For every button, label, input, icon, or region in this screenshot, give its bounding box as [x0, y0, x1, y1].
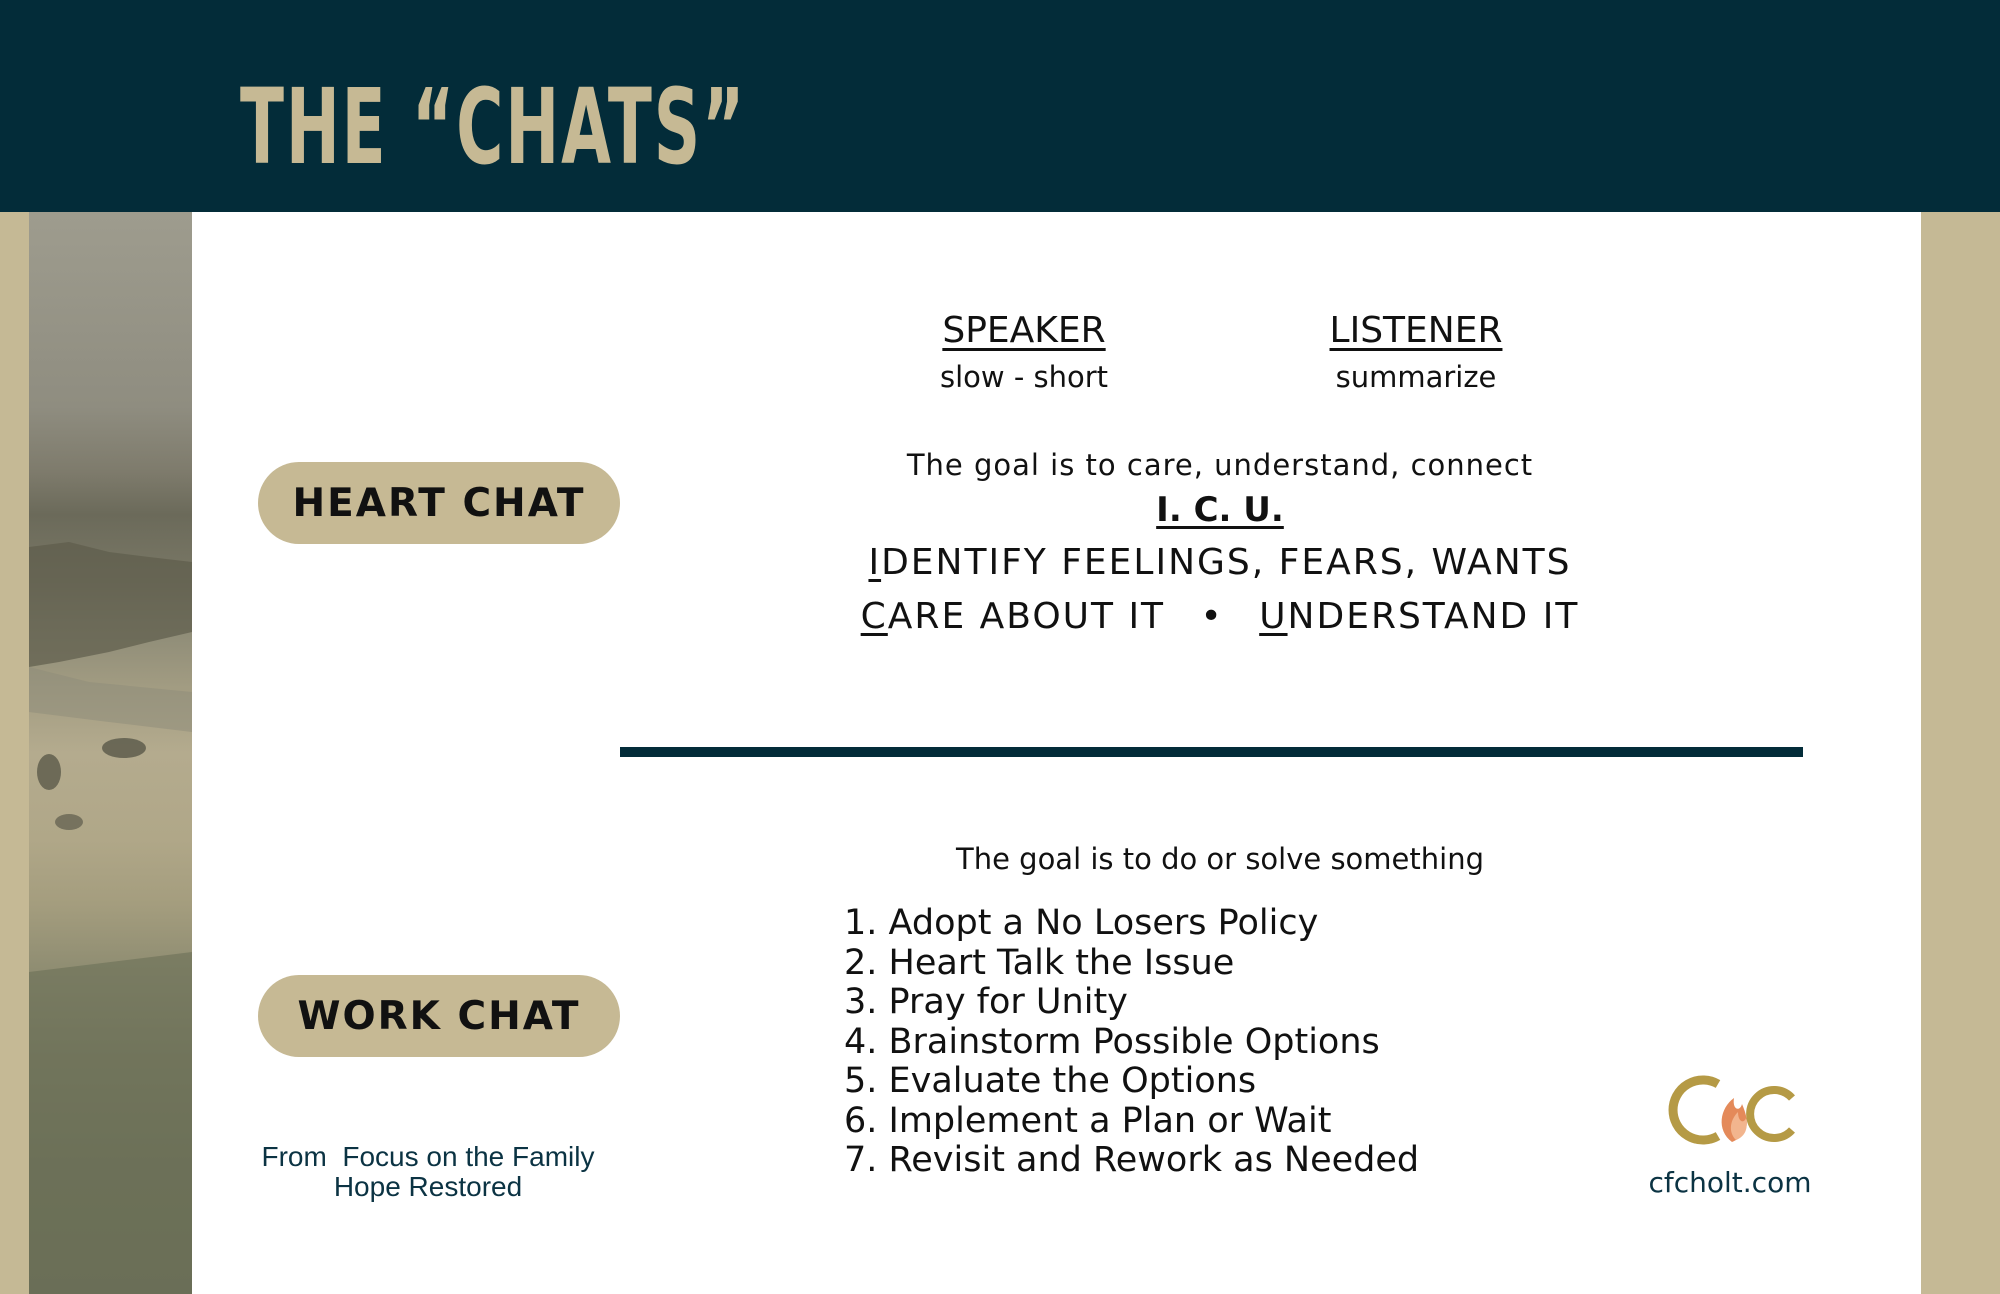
list-item: 4. Brainstorm Possible Options	[844, 1021, 1380, 1062]
understand-initial: U	[1259, 596, 1288, 637]
identify-text: DENTIFY FEELINGS, FEARS, WANTS	[881, 542, 1572, 583]
right-tan-border	[1921, 212, 2000, 1294]
speaker-heading: SPEAKER	[942, 310, 1106, 351]
credit-line-1: From Focus on the Family	[261, 1141, 595, 1172]
list-item: 1. Adopt a No Losers Policy	[844, 903, 1319, 943]
header-bar	[0, 0, 2000, 212]
list-item: 7. Revisit and Rework as Needed	[844, 1140, 1420, 1180]
icu-acronym: I. C. U.	[1156, 490, 1284, 530]
identify-initial: I	[868, 542, 882, 583]
care-initial: C	[860, 596, 888, 637]
care-understand-line	[700, 596, 1740, 637]
heart-chat-goal: The goal is to care, understand, connect	[906, 448, 1534, 482]
work-chat-label: WORK CHAT	[258, 975, 620, 1057]
cfc-logo	[1660, 1060, 1800, 1160]
list-item: 3. Pray for Unity	[844, 982, 1128, 1022]
list-item: 5. Evaluate the Options	[844, 1061, 1257, 1101]
listener-heading: LISTENER	[1329, 310, 1503, 351]
page-title: THE “CHATS”	[240, 66, 747, 188]
speaker-note: slow - short	[939, 360, 1109, 394]
source-credit	[240, 1142, 616, 1202]
work-chat-steps	[844, 904, 1419, 1181]
left-tan-border	[0, 212, 29, 1294]
coastal-photo-strip	[29, 212, 192, 1294]
heart-chat-label: HEART CHAT	[258, 462, 620, 544]
website-link[interactable]: cfcholt.com	[1648, 1166, 1812, 1199]
work-chat-goal: The goal is to do or solve something	[956, 842, 1484, 876]
list-item: 2. Heart Talk the Issue	[844, 942, 1235, 983]
coastline-image	[29, 212, 192, 1294]
list-item: 6. Implement a Plan or Wait	[844, 1100, 1332, 1141]
bullet-separator: •	[1200, 596, 1224, 637]
listener-note: summarize	[1335, 360, 1497, 394]
care-text: ARE ABOUT IT	[887, 596, 1166, 637]
section-divider	[620, 747, 1803, 757]
identify-line	[700, 542, 1740, 583]
credit-line-2: Hope Restored	[333, 1171, 523, 1202]
understand-text: NDERSTAND IT	[1287, 596, 1580, 637]
